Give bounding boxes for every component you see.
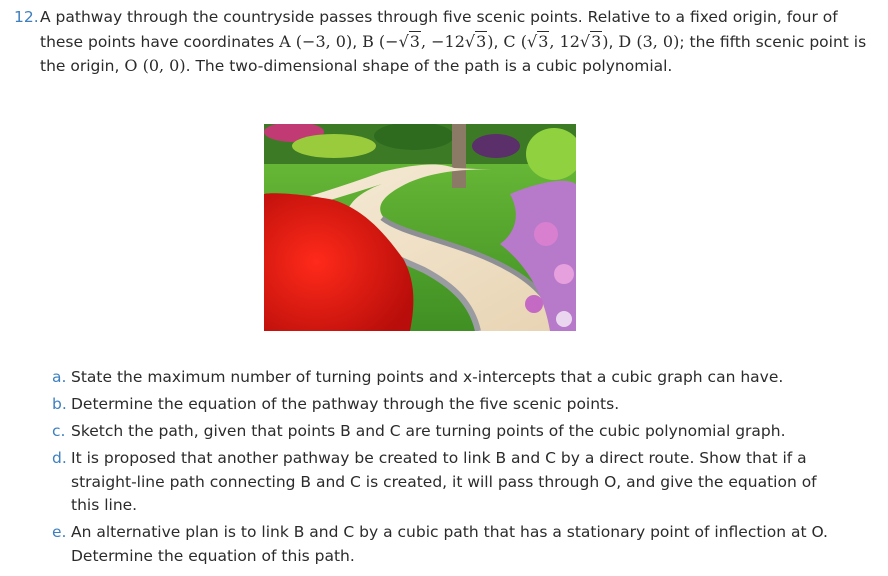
point-d: D (3, 0): [618, 31, 680, 51]
stem-text-3: . The two-dimensional shape of the path is a cubic polynomial.: [185, 57, 673, 75]
part-label: c.: [52, 422, 66, 440]
part-label: b.: [52, 395, 67, 413]
point-a: A (−3, 0): [279, 31, 353, 51]
part-text: It is proposed that another pathway be created to link B and C by a direct route. Show that if a straight-line path connecting B and C is created, it will pass through O, and give the equation of this line.: [71, 449, 817, 514]
question-parts: [52, 366, 842, 572]
part-d: [52, 447, 842, 518]
part-label: d.: [52, 449, 67, 467]
point-origin: O (0, 0): [124, 56, 186, 75]
stem-text-2: ; the fifth scenic point is the origin,: [40, 32, 867, 75]
question-stem: [14, 6, 874, 79]
part-text: State the maximum number of turning points and x-intercepts that a cubic graph can have.: [71, 368, 784, 386]
question-text: A pathway through the countryside passes through five scenic points. Relative to a fixed origin, four of these points have coordinates A (−3, 0), B (−√3, −12√3), C (√3, 12√3), D (3, 0); the fifth scenic point is the origin, O (0, 0). The two-dimensional shape of the path is a cubic polynomial.: [40, 8, 867, 75]
question-12: [14, 6, 874, 79]
point-c: C (√3, 12√3): [503, 31, 609, 51]
part-b: [52, 393, 842, 417]
part-text: Sketch the path, given that points B and C are turning points of the cubic polynomial graph.: [71, 422, 786, 440]
part-label: e.: [52, 523, 67, 541]
part-e: [52, 521, 842, 568]
part-text: Determine the equation of the pathway through the five scenic points.: [71, 395, 620, 413]
winding-garden-path-photo: [264, 124, 576, 331]
part-label: a.: [52, 368, 67, 386]
point-b: B (−√3, −12√3): [362, 31, 494, 51]
part-text: An alternative plan is to link B and C by a cubic path that has a stationary point of inflection at O. Determine the equation of this path.: [71, 523, 828, 565]
stem-text-1: A pathway through the countryside passes through five scenic points. Relative to a fixed origin, four of these points have coordinates: [40, 8, 838, 51]
part-a: [52, 366, 842, 390]
part-c: [52, 420, 842, 444]
question-number: 12.: [14, 8, 39, 26]
